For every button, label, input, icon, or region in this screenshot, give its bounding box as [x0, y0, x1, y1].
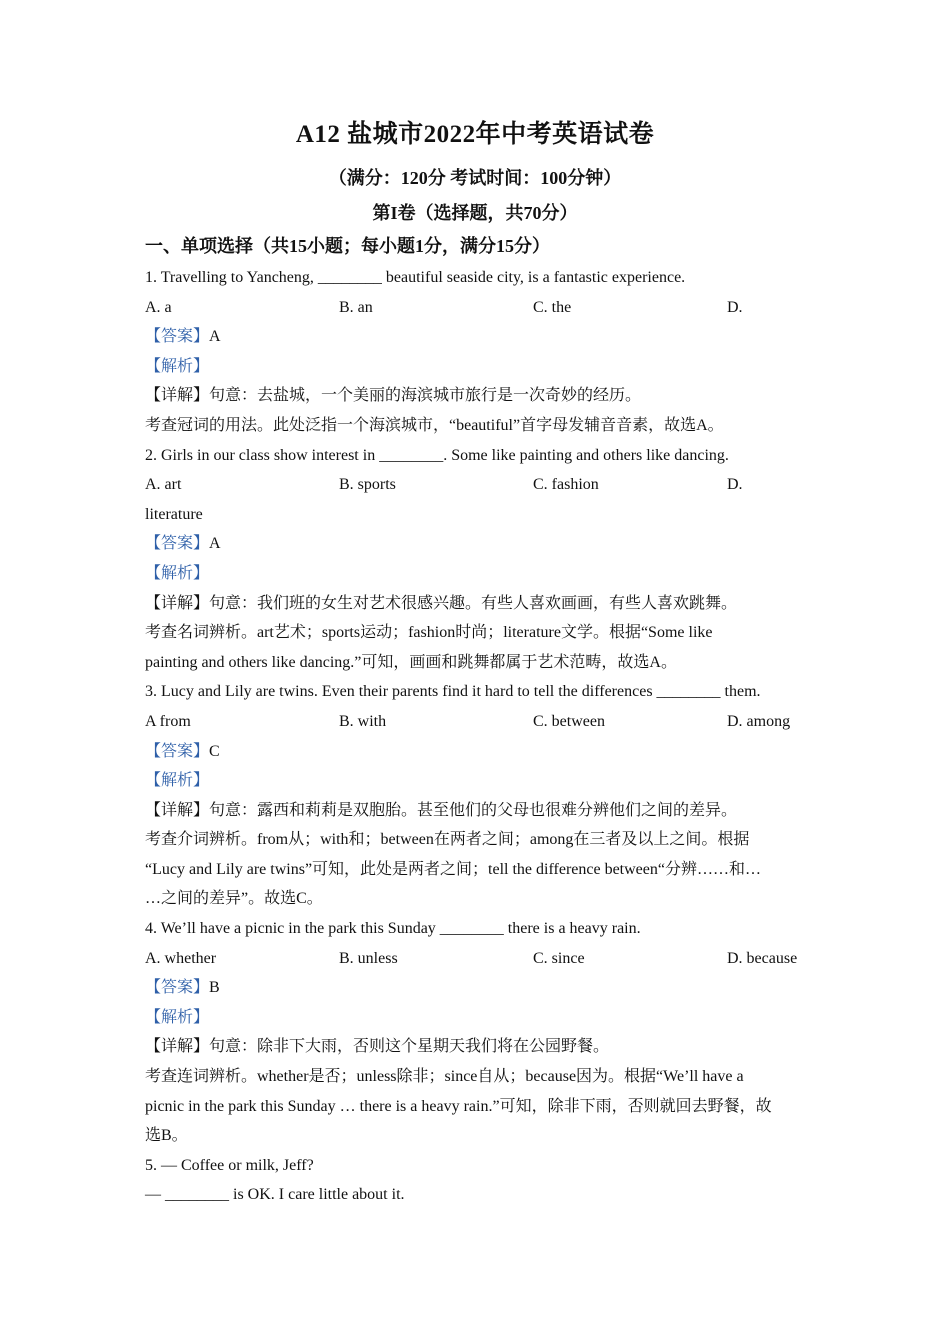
option-d: D. [727, 476, 743, 494]
question-2-options [145, 470, 810, 500]
question-1-options [145, 293, 810, 323]
option-b: B. sports [339, 476, 396, 494]
answer-value: A [209, 535, 221, 553]
option-b: B. unless [339, 949, 398, 967]
part-heading: 第I卷（选择题，共70分） [372, 203, 578, 223]
answer-tag: 【答案】 [145, 979, 210, 997]
detail-tag: 【详解】 [145, 801, 210, 819]
answer-tag: 【答案】 [145, 535, 210, 553]
answer-value: A [209, 328, 221, 346]
analysis-line [145, 1003, 810, 1033]
detail-line [145, 589, 810, 619]
question-2-stem: 2. Girls in our class show interest in ________. Some like painting and others like dancing. [145, 446, 729, 464]
answer-value: B [209, 979, 220, 997]
detail-line: 考查连词辨析。whether是否；unless除非；since自从；because因为。根据“We’ll have a [145, 1068, 744, 1086]
question-5-stem: 5. — Coffee or milk, Jeff? [145, 1156, 314, 1174]
option-b: B. with [339, 712, 387, 730]
option-c: C. since [533, 949, 585, 967]
analysis-line [145, 352, 810, 382]
detail-tag: 【详解】 [145, 594, 210, 612]
detail-tag: 【详解】 [145, 387, 210, 405]
detail-tag: 【详解】 [145, 1038, 210, 1056]
answer-tag: 【答案】 [145, 328, 210, 346]
option-b: B. an [339, 298, 373, 316]
detail-line: …之间的差异”。故选C。 [145, 890, 323, 908]
answer-line [145, 973, 810, 1003]
detail-line [145, 381, 810, 411]
option-c: C. fashion [533, 476, 599, 494]
detail-line [145, 796, 810, 826]
question-3-stem: 3. Lucy and Lily are twins. Even their parents find it hard to tell the differences ________ them. [145, 683, 761, 701]
option-a: A. whether [145, 949, 217, 967]
answer-line [145, 322, 810, 352]
question-4-options [145, 944, 810, 974]
option-d: D. because [727, 949, 798, 967]
analysis-tag: 【解析】 [145, 564, 210, 582]
option-a: A. a [145, 298, 172, 316]
analysis-tag: 【解析】 [145, 357, 210, 375]
option-a: A from [145, 712, 191, 730]
detail-text: 句意：露西和莉莉是双胞胎。甚至他们的父母也很难分辨他们之间的差异。 [209, 801, 738, 819]
detail-line: painting and others like dancing.”可知，画画和跳舞都属于艺术范畴，故选A。 [145, 653, 677, 671]
answer-value: C [209, 742, 220, 760]
exam-content [145, 263, 810, 1210]
option-d-overflow: literature [145, 505, 203, 523]
analysis-line [145, 766, 810, 796]
option-c: C. the [533, 298, 572, 316]
detail-text: 句意：除非下大雨，否则这个星期天我们将在公园野餐。 [209, 1038, 610, 1056]
question-4-stem: 4. We’ll have a picnic in the park this Sunday ________ there is a heavy rain. [145, 920, 641, 938]
section-heading: 一、单项选择（共15小题；每小题1分，满分15分） [145, 236, 550, 256]
question-1-stem: 1. Travelling to Yancheng, ________ beautiful seaside city, is a fantastic experience. [145, 269, 686, 286]
answer-line [145, 529, 810, 559]
detail-text: 句意：去盐城，一个美丽的海滨城市旅行是一次奇妙的经历。 [209, 387, 642, 405]
option-a: A. art [145, 476, 182, 494]
detail-line: 选B。 [145, 1127, 188, 1145]
question-3-options [145, 707, 810, 737]
exam-title: A12 盐城市2022年中考英语试卷 [295, 121, 655, 148]
detail-text: 句意：我们班的女生对艺术很感兴趣。有些人喜欢画画，有些人喜欢跳舞。 [209, 594, 738, 612]
question-5-reply: — ________ is OK. I care little about it. [145, 1186, 405, 1204]
option-d: D. [727, 298, 743, 316]
detail-line: 考查介词辨析。from从；with和；between在两者之间；among在三者及以上之间。根据 [145, 831, 750, 849]
option-c: C. between [533, 712, 605, 730]
detail-line: picnic in the park this Sunday … there is a heavy rain.”可知，除非下雨，否则就回去野餐，故 [145, 1097, 772, 1115]
detail-line: 考查名词辨析。art艺术；sports运动；fashion时尚；literature文学。根据“Some like [145, 624, 713, 642]
exam-subtitle: （满分：120分 考试时间：100分钟） [328, 168, 622, 188]
answer-line [145, 737, 810, 767]
analysis-tag: 【解析】 [145, 1008, 210, 1026]
detail-line: 考查冠词的用法。此处泛指一个海滨城市，“beautiful”首字母发辅音音素，故选A。 [145, 416, 724, 434]
option-d: D. among [727, 712, 791, 730]
detail-line: “Lucy and Lily are twins”可知，此处是两者之间；tell the difference between“分辨……和… [145, 860, 761, 878]
analysis-line [145, 559, 810, 589]
analysis-tag: 【解析】 [145, 772, 210, 790]
detail-line [145, 1032, 810, 1062]
answer-tag: 【答案】 [145, 742, 210, 760]
